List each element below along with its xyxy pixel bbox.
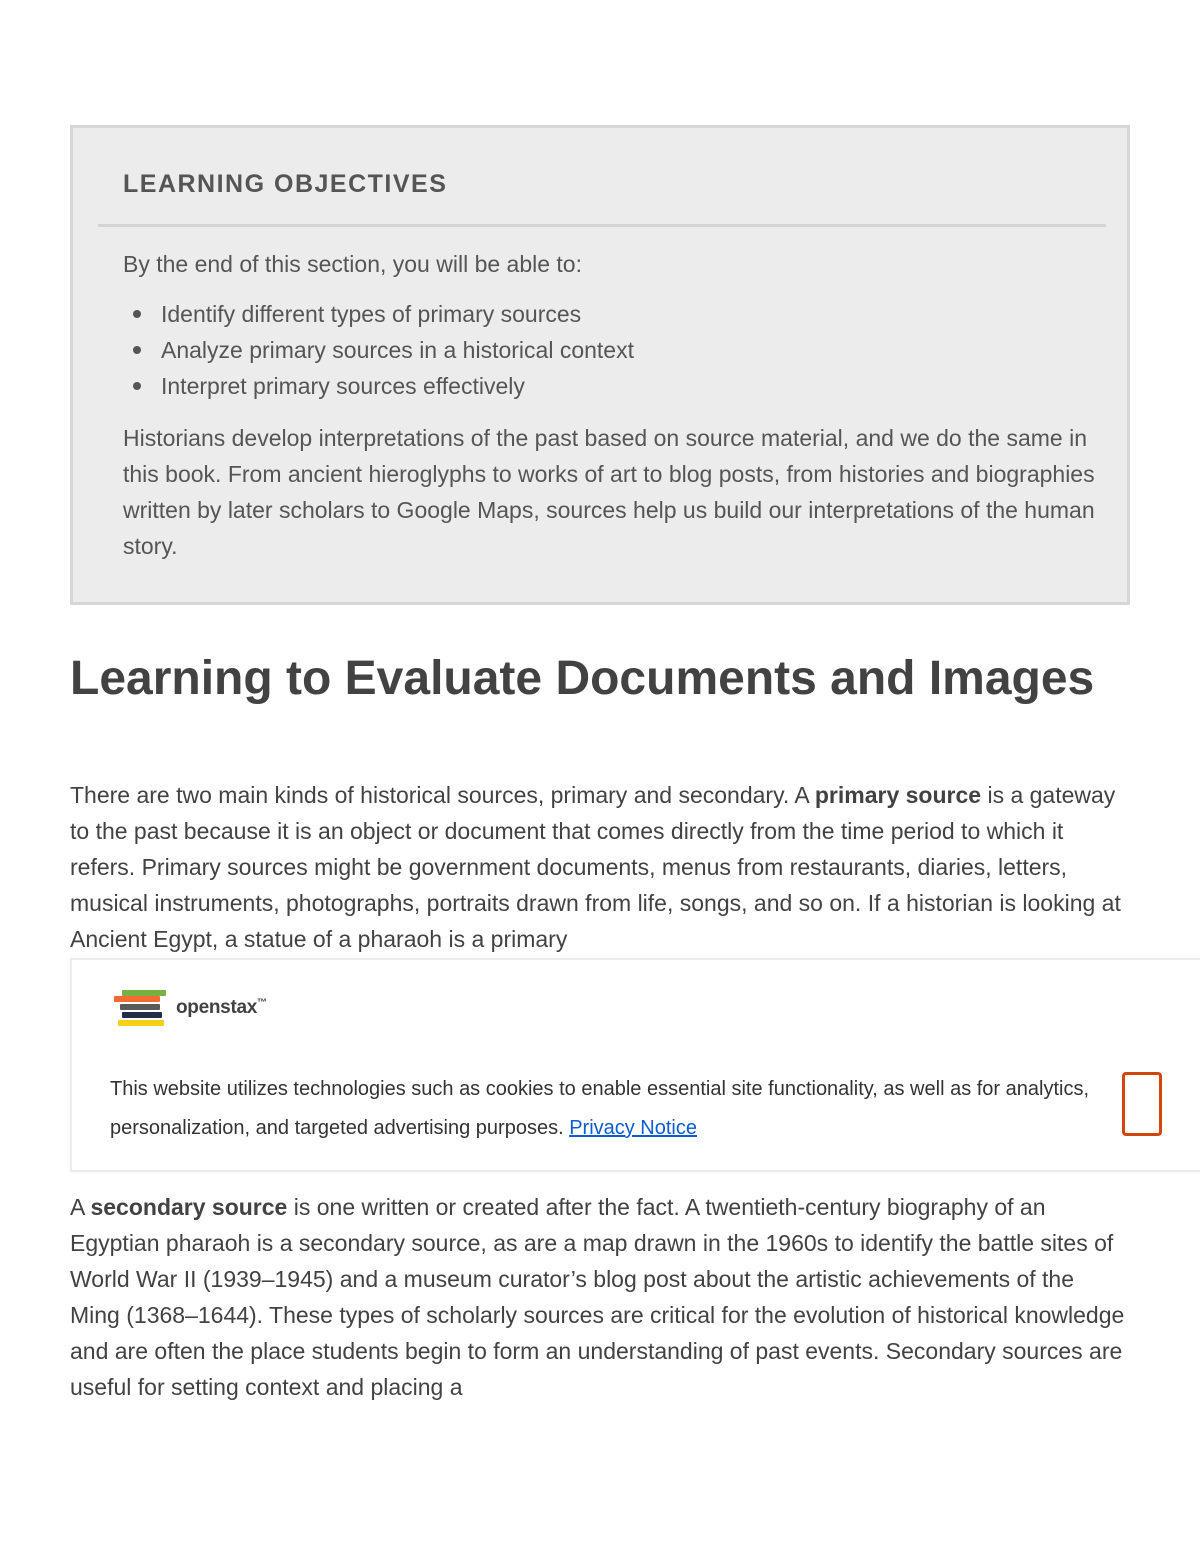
trademark-mark: ™ bbox=[257, 997, 267, 1009]
openstax-logo-text: openstax™ bbox=[176, 997, 267, 1018]
objectives-divider bbox=[98, 224, 1106, 227]
paragraph-text: is a gateway to the past because it is an object or document that comes directly from the time period to which it refers. Primary sources might be government documents, menus from restaurants, diaries, letters, musical instruments, photographs, portraits drawn from life, songs, and so on. If a historian is looking at Ancient Egypt, a statue of a pharaoh is a primary bbox=[70, 782, 1121, 952]
paragraph-text: is one written or created after the fact. A twentieth-century biography of an Egyptian pharaoh is a secondary source, as are a map drawn in the 1960s to identify the battle sites of World War II (1939–1945) and a museum curator’s blog post about the artistic achievements of the Ming (1368–1644). These types of scholarly sources are critical for the evolution of historical knowledge and are often the place students begin to form an understanding of past events. Secondary sources are useful for setting context and placing a bbox=[70, 1194, 1125, 1400]
objectives-body: Historians develop interpretations of the past based on source material, and we do the same in this book. From ancient hieroglyphs to works of art to blog posts, from histories and biographies written by later scholars to Google Maps, sources help us build our interpretations of the human story. bbox=[123, 425, 1095, 559]
bullet-icon bbox=[133, 346, 141, 354]
term-primary-source: primary source bbox=[814, 782, 982, 808]
objective-text: Interpret primary sources effectively bbox=[161, 373, 525, 399]
learning-objectives-heading: LEARNING OBJECTIVES bbox=[123, 170, 448, 198]
objective-text: Identify different types of primary sources bbox=[161, 301, 582, 327]
term-secondary-source: secondary source bbox=[90, 1194, 288, 1220]
paragraph-secondary-source bbox=[70, 1189, 1130, 1405]
paragraph-text: A bbox=[70, 1194, 91, 1220]
bullet-icon bbox=[133, 310, 141, 318]
list-item bbox=[123, 296, 634, 332]
objectives-intro: By the end of this section, you will be able to: bbox=[123, 251, 582, 277]
bullet-icon bbox=[133, 382, 141, 390]
openstax-logo-icon bbox=[112, 988, 168, 1028]
cookie-message-text: This website utilizes technologies such as cookies to enable essential site functionality, as well as for analytics, personalization, and targeted advertising purposes. bbox=[110, 1078, 1090, 1139]
section-title: Learning to Evaluate Documents and Images bbox=[70, 652, 1095, 705]
cookie-message bbox=[110, 1070, 1110, 1148]
objective-text: Analyze primary sources in a historical context bbox=[161, 337, 634, 363]
learning-objectives-box bbox=[70, 125, 1130, 605]
objectives-list bbox=[123, 296, 634, 404]
paragraph-text: There are two main kinds of historical sources, primary and secondary. A bbox=[70, 782, 815, 808]
privacy-notice-link[interactable]: Privacy Notice bbox=[569, 1117, 697, 1139]
cookie-consent-banner bbox=[70, 958, 1200, 1172]
cookie-accept-button[interactable] bbox=[1122, 1072, 1162, 1136]
openstax-logo[interactable] bbox=[112, 988, 282, 1028]
paragraph-primary-source bbox=[70, 777, 1130, 957]
list-item bbox=[123, 332, 634, 368]
list-item bbox=[123, 368, 634, 404]
